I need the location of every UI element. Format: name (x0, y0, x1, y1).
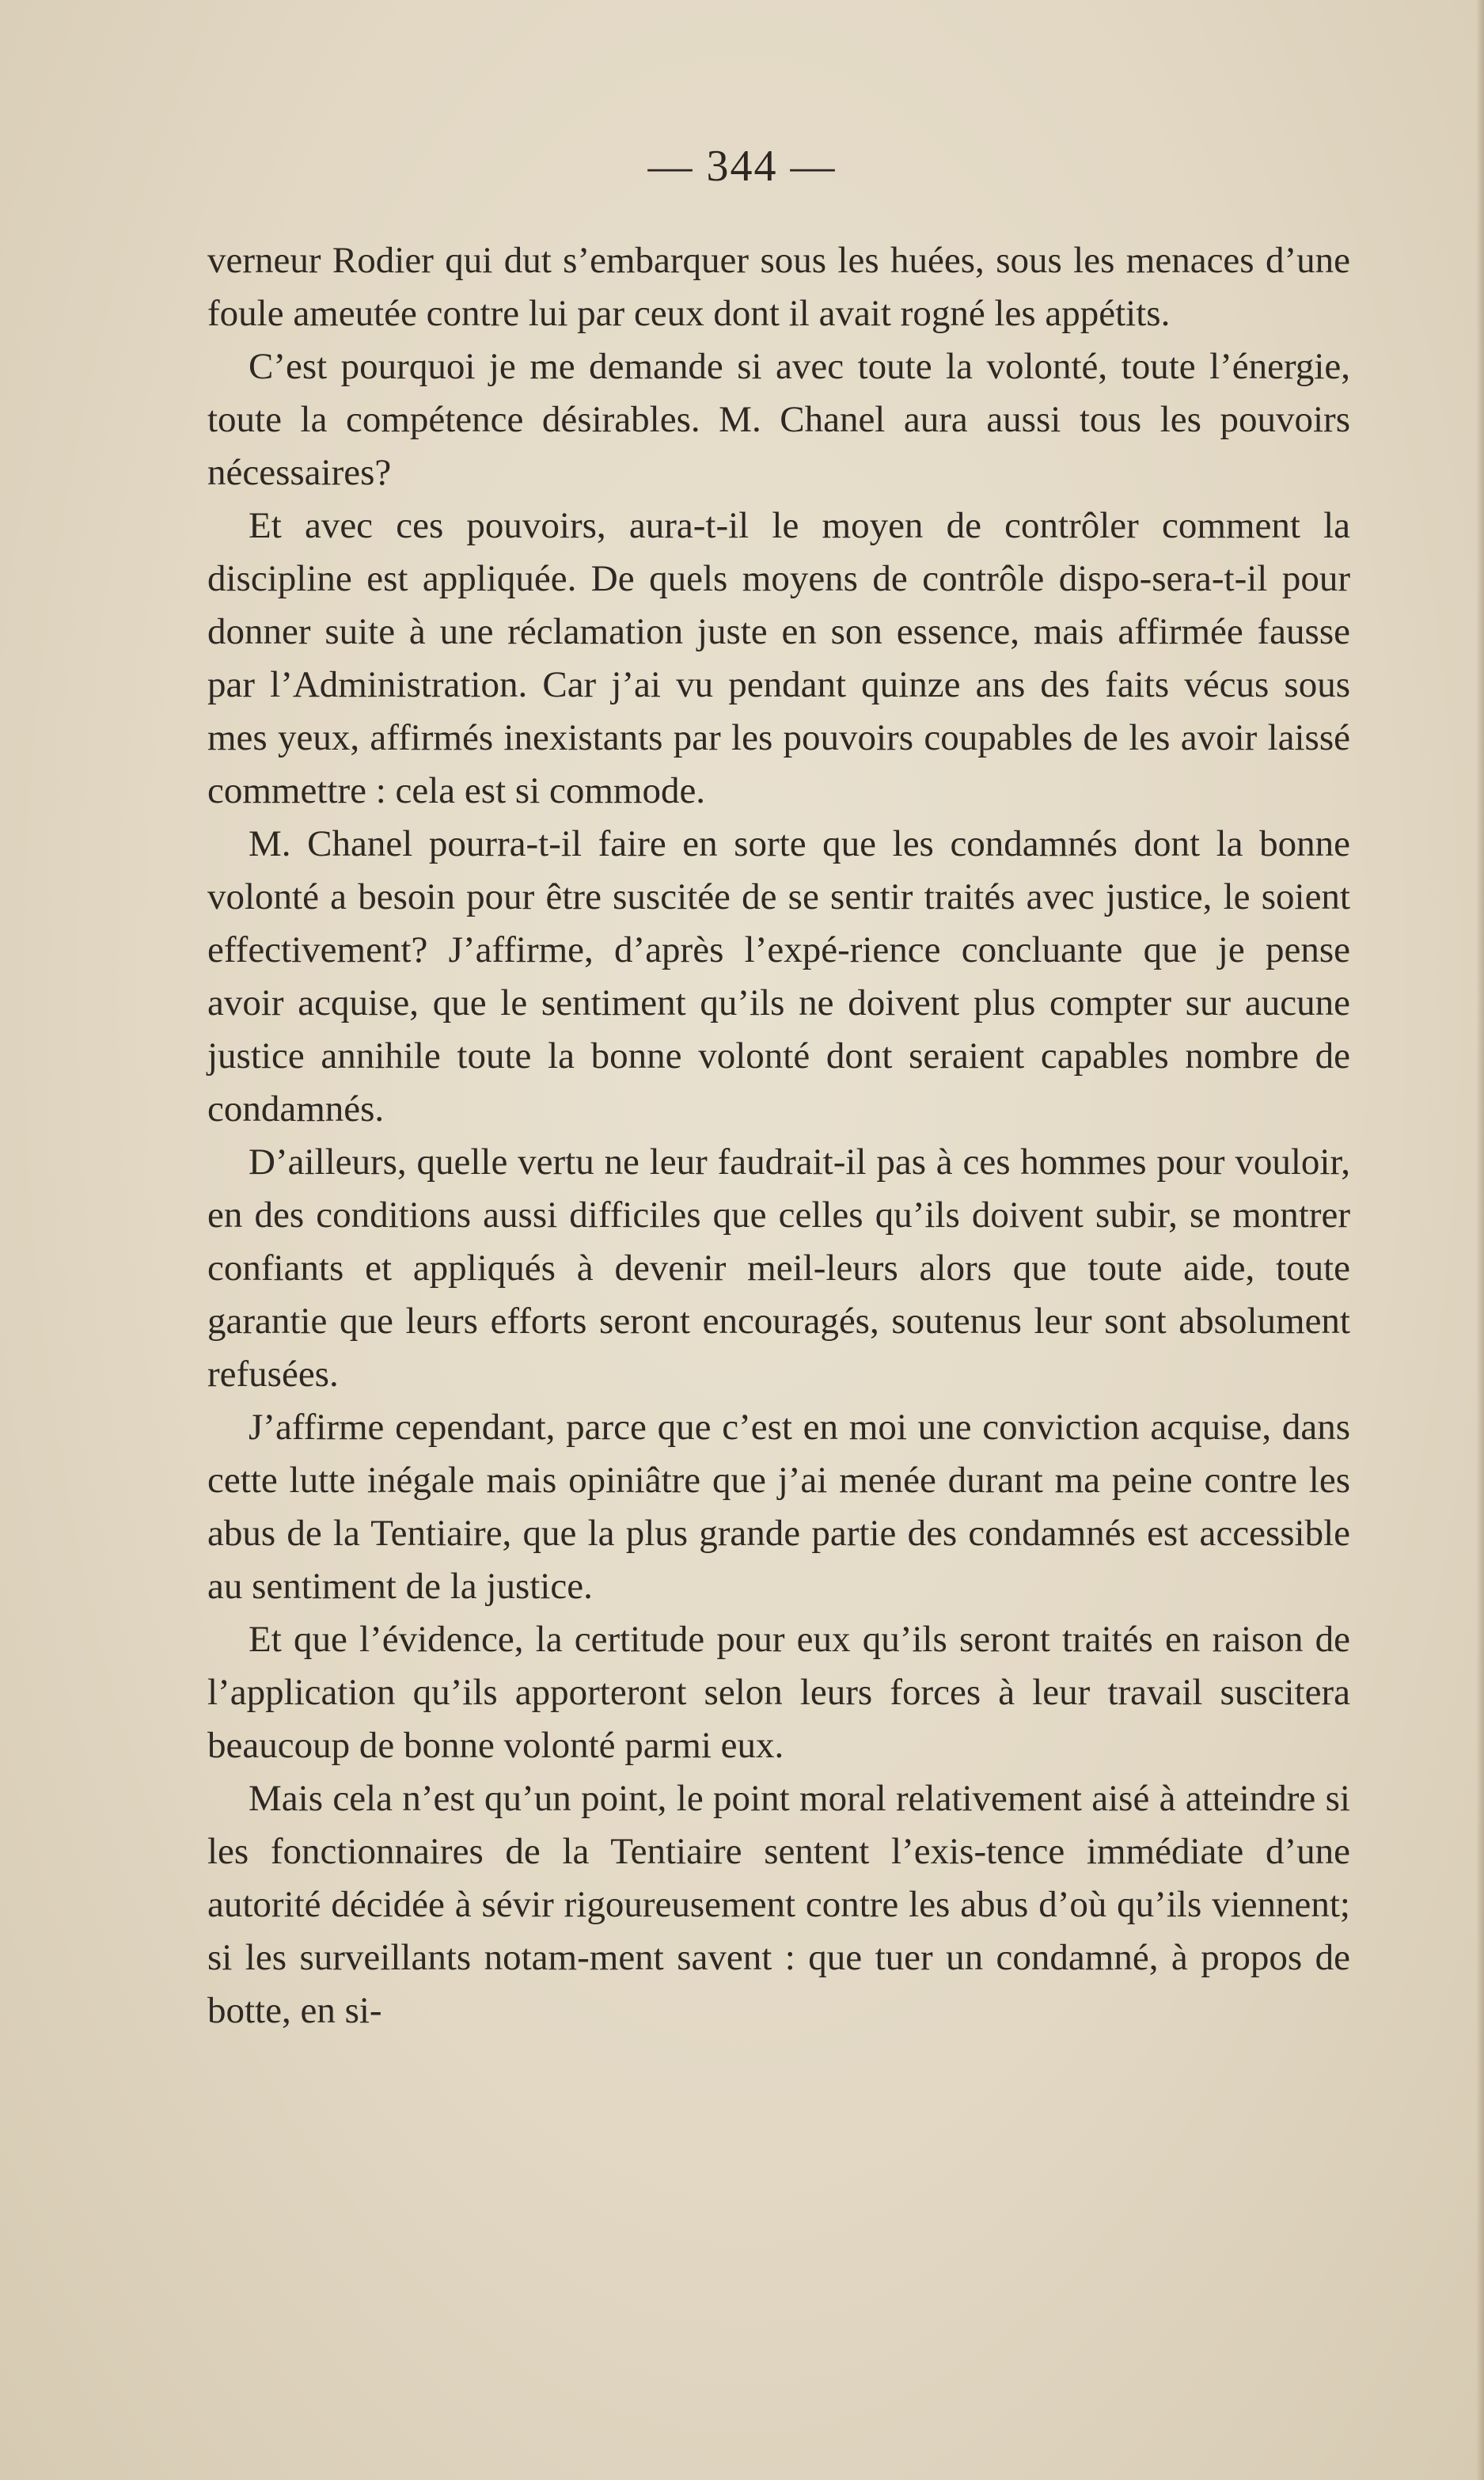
body-text (207, 234, 1350, 2038)
paragraph-6: J’affirme cependant, parce que c’est en moi une conviction acquise, dans cette lutte inégale mais opiniâtre que j’ai menée durant ma peine contre les abus de la Tentiaire, que la plus grande partie des condamnés est accessible au sentiment de la justice. (207, 1407, 1350, 1607)
paragraph-5: D’ailleurs, quelle vertu ne leur faudrait-il pas à ces hommes pour vouloir, en des conditions aussi difficiles que celles qu’ils doivent subir, se montrer confiants et appliqués à devenir meil-leurs alors que toute aide, toute garantie que leurs efforts seront encouragés, soutenus leur sont absolument refusées. (207, 1141, 1350, 1395)
paragraph-2: C’est pourquoi je me demande si avec toute la volonté, toute l’énergie, toute la compétence désirables. M. Chanel aura aussi tous les pouvoirs nécessaires? (207, 346, 1350, 493)
paragraph-1: verneur Rodier qui dut s’embarquer sous les huées, sous les menaces d’une foule ameutée contre lui par ceux dont il avait rogné les appétits. (207, 240, 1350, 334)
paragraph-7: Et que l’évidence, la certitude pour eux qu’ils seront traités en raison de l’application qu’ils apporteront selon leurs forces à leur travail suscitera beaucoup de bonne volonté parmi eux. (207, 1619, 1350, 1766)
page-edge-shadow (1476, 0, 1484, 2480)
paragraph-4: M. Chanel pourra-t-il faire en sorte que les condamnés dont la bonne volonté a besoin pour être suscitée de se sentir traités avec justice, le soient effectivement? J’affirme, d’après l’expé-rience concluante que je pense avoir acquise, que le sentiment qu’ils ne doivent plus compter sur aucune justice annihile toute la bonne volonté dont seraient capables nombre de condamnés. (207, 823, 1350, 1130)
paragraph-3: Et avec ces pouvoirs, aura-t-il le moyen de contrôler comment la discipline est appliquée. De quels moyens de contrôle dispo-sera-t-il pour donner suite à une réclamation juste en son essence, mais affirmée fausse par l’Administration. Car j’ai vu pendant quinze ans des faits vécus sous mes yeux, affirmés inexistants par les pouvoirs coupables de les avoir laissé commettre : cela est si commode. (207, 505, 1350, 811)
page-number: — 344 — (647, 142, 837, 191)
paragraph-8: Mais cela n’est qu’un point, le point moral relativement aisé à atteindre si les fonctionnaires de la Tentiaire sentent l’exis-tence immédiate d’une autorité décidée à sévir rigoureusement contre les abus d’où qu’ils viennent; si les surveillants notam-ment savent : que tuer un condamné, à propos de botte, en si- (207, 1778, 1350, 2031)
